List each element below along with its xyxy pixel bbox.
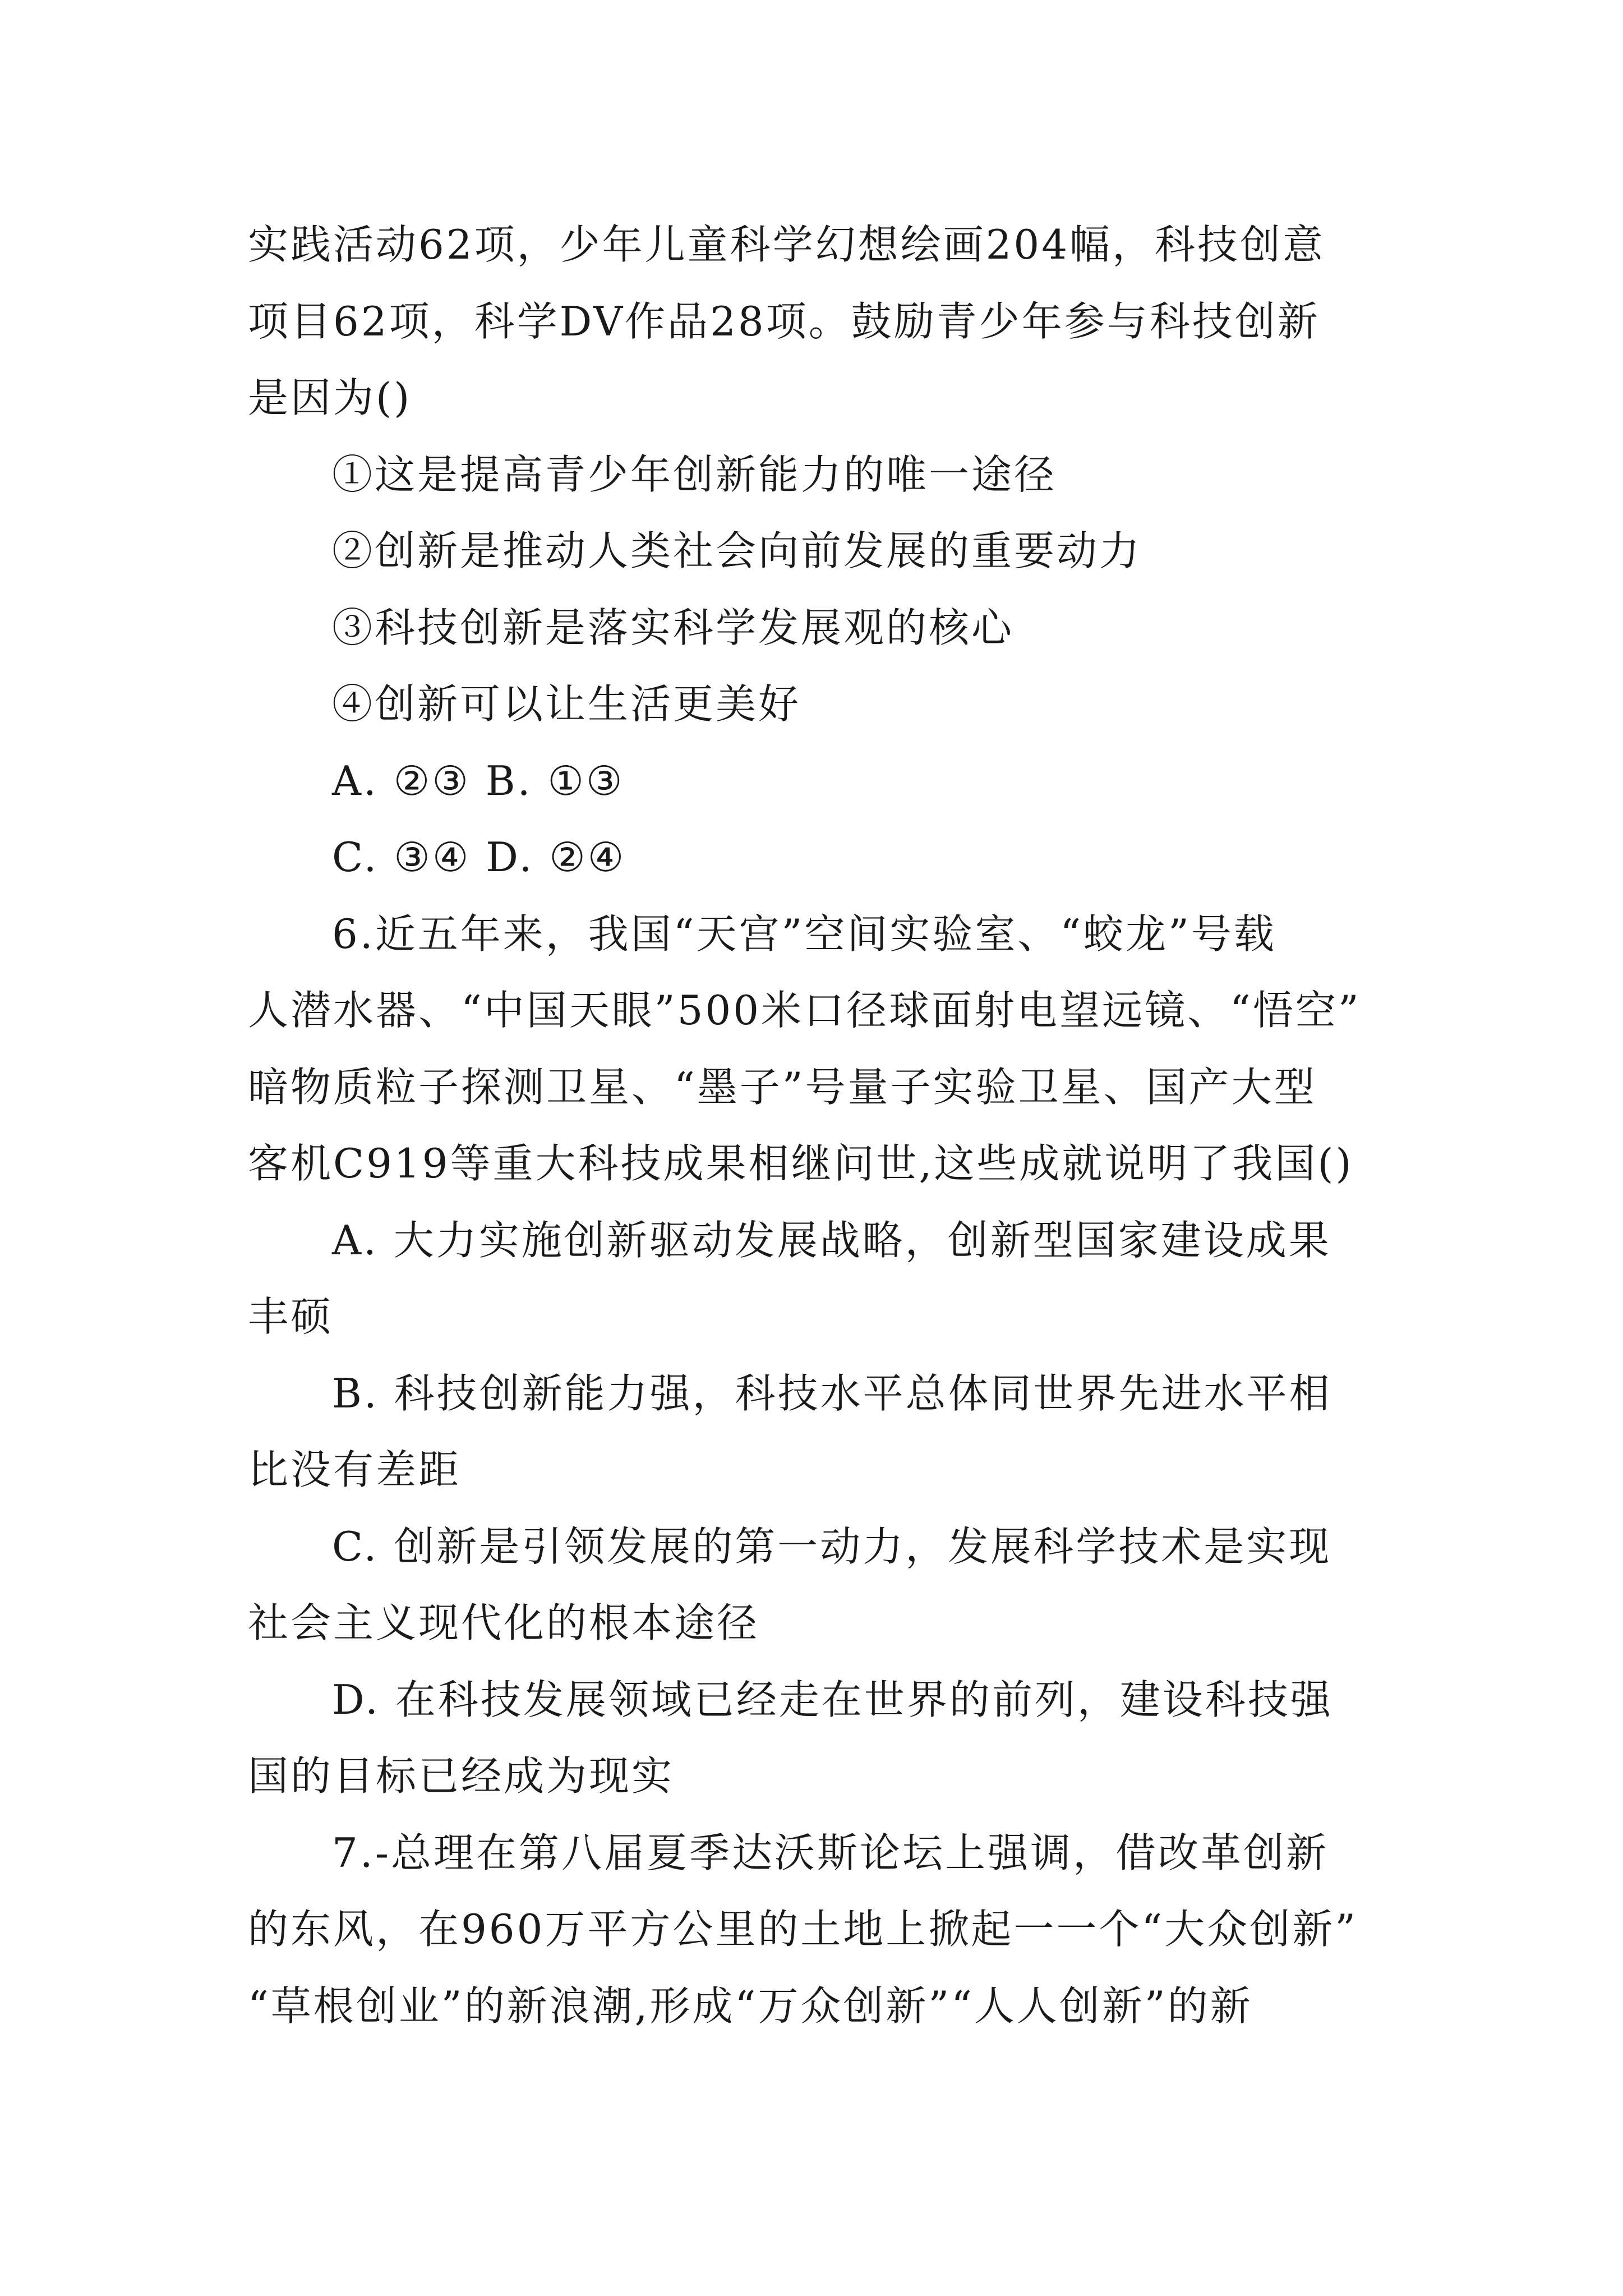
text-line: ①这是提高青少年创新能力的唯一途径 — [332, 450, 1057, 498]
text-line: 客机C919等重大科技成果相继问世,这些成就说明了我国() — [248, 1140, 1354, 1187]
text-line: B. 科技创新能力强，科技水平总体同世界先进水平相 — [332, 1369, 1332, 1417]
text-line: ④创新可以让生活更美好 — [332, 680, 801, 728]
text-line: “草根创业”的新浪潮,形成“万众创新”“人人创新”的新 — [248, 1982, 1253, 2030]
text-line: ③科技创新是落实科学发展观的核心 — [332, 604, 1015, 651]
text-line: C. ③④ D. ②④ — [332, 834, 626, 881]
text-line: 国的目标已经成为现实 — [248, 1752, 675, 1800]
text-line: 人潜水器、“中国天眼”500米口径球面射电望远镜、“悟空” — [248, 987, 1361, 1034]
text-line: 7.-总理在第八届夏季达沃斯论坛上强调，借改革创新 — [332, 1829, 1329, 1876]
text-line: A. ②③ B. ①③ — [332, 757, 625, 804]
text-line: C. 创新是引领发展的第一动力，发展科学技术是实现 — [332, 1522, 1332, 1570]
text-line: 项目62项，科学DV作品28项。鼓励青少年参与科技创新 — [248, 297, 1320, 345]
text-line: 实践活动62项，少年儿童科学幻想绘画204幅，科技创意 — [248, 221, 1326, 268]
text-line: 的东风，在960万平方公里的土地上掀起一一个“大众创新” — [248, 1906, 1358, 1953]
text-line: 丰硕 — [248, 1293, 334, 1340]
text-line: D. 在科技发展领域已经走在世界的前列，建设科技强 — [332, 1676, 1333, 1723]
text-line: 社会主义现代化的根本途径 — [248, 1599, 760, 1646]
text-line: 是因为() — [248, 374, 412, 421]
text-line: 比没有差距 — [248, 1446, 462, 1493]
text-line: 6.近五年来，我国“天宫”空间实验室、“蛟龙”号载 — [332, 910, 1276, 958]
text-line: A. 大力实施创新驱动发展战略，创新型国家建设成果 — [332, 1216, 1331, 1264]
document-body — [248, 206, 1381, 2044]
text-line: 暗物质粒子探测卫星、“墨子”号量子实验卫星、国产大型 — [248, 1063, 1317, 1111]
text-line: ②创新是推动人类社会向前发展的重要动力 — [332, 527, 1142, 574]
